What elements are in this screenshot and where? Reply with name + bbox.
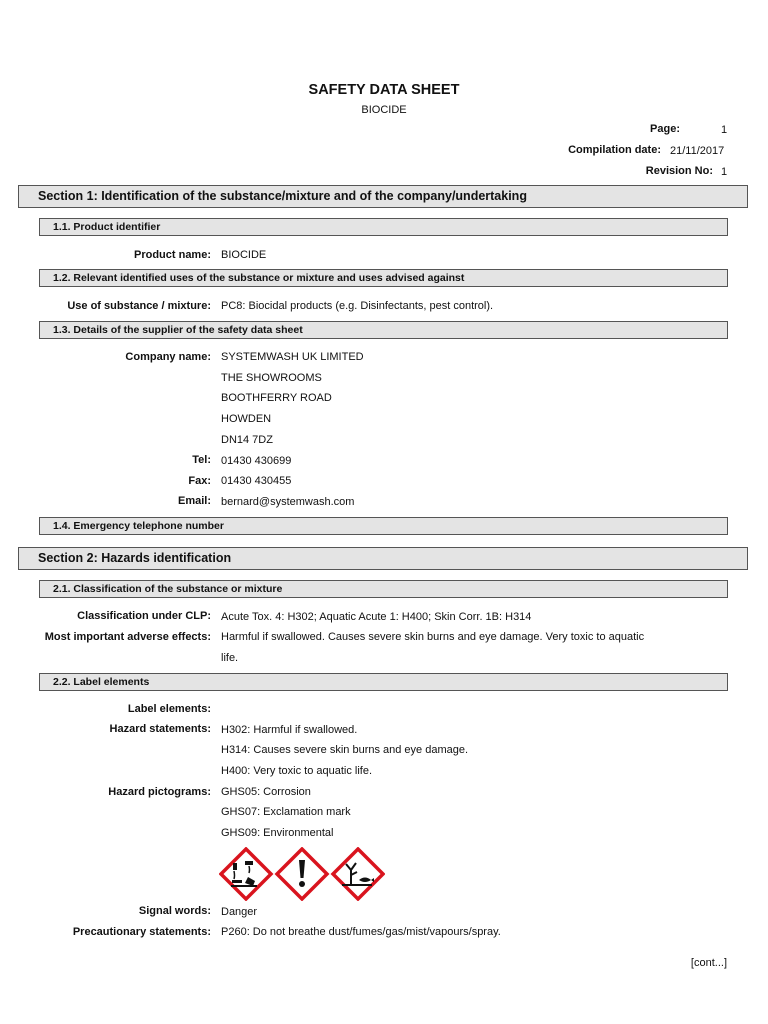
subsection-1-1: 1.1. Product identifier <box>39 218 728 236</box>
tel-value: 01430 430699 <box>221 455 292 467</box>
ghs09-environmental-icon <box>333 849 383 899</box>
clp-label: Classification under CLP: <box>77 610 211 622</box>
signal-words-value: Danger <box>221 906 258 918</box>
section-2-header: Section 2: Hazards identification <box>18 547 748 570</box>
precautionary-statement: P260: Do not breathe dust/fumes/gas/mist/vapours/spray. <box>221 926 501 938</box>
subsection-1-4: 1.4. Emergency telephone number <box>39 517 728 535</box>
subsection-1-3: 1.3. Details of the supplier of the safety data sheet <box>39 321 728 339</box>
product-name-value: BIOCIDE <box>221 249 267 261</box>
ghs-pictograms <box>219 847 385 906</box>
company-line: HOWDEN <box>221 413 272 425</box>
use-label: Use of substance / mixture: <box>67 300 211 312</box>
tel-label: Tel: <box>192 454 211 466</box>
email-value[interactable]: bernard@systemwash.com <box>221 496 355 508</box>
hazard-pictograms-label: Hazard pictograms: <box>108 786 211 798</box>
pictogram-name: GHS09: Environmental <box>221 827 334 839</box>
fax-value: 01430 430455 <box>221 475 292 487</box>
page-value: 1 <box>721 124 728 136</box>
label-elements-label: Label elements: <box>127 703 211 715</box>
compilation-date-label: Compilation date: <box>568 144 661 156</box>
company-line: THE SHOWROOMS <box>221 372 322 384</box>
product-name-label: Product name: <box>133 249 211 261</box>
subsection-1-2: 1.2. Relevant identified uses of the substance or mixture and uses advised against <box>39 269 728 287</box>
pictogram-name: GHS07: Exclamation mark <box>221 806 351 818</box>
page-label: Page: <box>650 123 680 135</box>
hazard-statements-label: Hazard statements: <box>109 723 211 735</box>
company-line: BOOTHFERRY ROAD <box>221 392 332 404</box>
adverse-effects-line: life. <box>221 652 239 664</box>
hazard-statement: H302: Harmful if swallowed. <box>221 724 358 736</box>
clp-value: Acute Tox. 4: H302; Aquatic Acute 1: H400; Skin Corr. 1B: H314 <box>221 611 532 623</box>
ghs07-exclamation-mark-icon <box>277 849 327 899</box>
company-line: DN14 7DZ <box>221 434 273 446</box>
company-line: SYSTEMWASH UK LIMITED <box>221 351 364 363</box>
company-name-label: Company name: <box>125 351 211 363</box>
adverse-effects-line: Harmful if swallowed. Causes severe skin burns and eye damage. Very toxic to aquatic <box>221 631 645 643</box>
signal-words-label: Signal words: <box>138 905 211 917</box>
hazard-statement: H314: Causes severe skin burns and eye damage. <box>221 744 469 756</box>
fax-label: Fax: <box>188 475 211 487</box>
section-1-header: Section 1: Identification of the substance/mixture and of the company/undertaking <box>18 185 748 208</box>
subsection-2-1: 2.1. Classification of the substance or mixture <box>39 580 728 598</box>
product-subtitle: BIOCIDE <box>361 104 407 116</box>
document-title: SAFETY DATA SHEET <box>308 82 460 98</box>
adverse-effects-label: Most important adverse effects: <box>44 631 211 643</box>
subsection-2-2: 2.2. Label elements <box>39 673 728 691</box>
pictogram-name: GHS05: Corrosion <box>221 786 311 798</box>
use-value: PC8: Biocidal products (e.g. Disinfectants, pest control). <box>221 300 494 312</box>
ghs05-corrosion-icon <box>221 849 271 899</box>
precautionary-statements-label: Precautionary statements: <box>72 926 211 938</box>
revision-label: Revision No: <box>645 165 713 177</box>
revision-value: 1 <box>721 166 728 178</box>
email-label: Email: <box>177 495 211 507</box>
continued-marker: [cont...] <box>690 957 727 969</box>
compilation-date-value: 21/11/2017 <box>670 145 725 157</box>
hazard-statement: H400: Very toxic to aquatic life. <box>221 765 373 777</box>
